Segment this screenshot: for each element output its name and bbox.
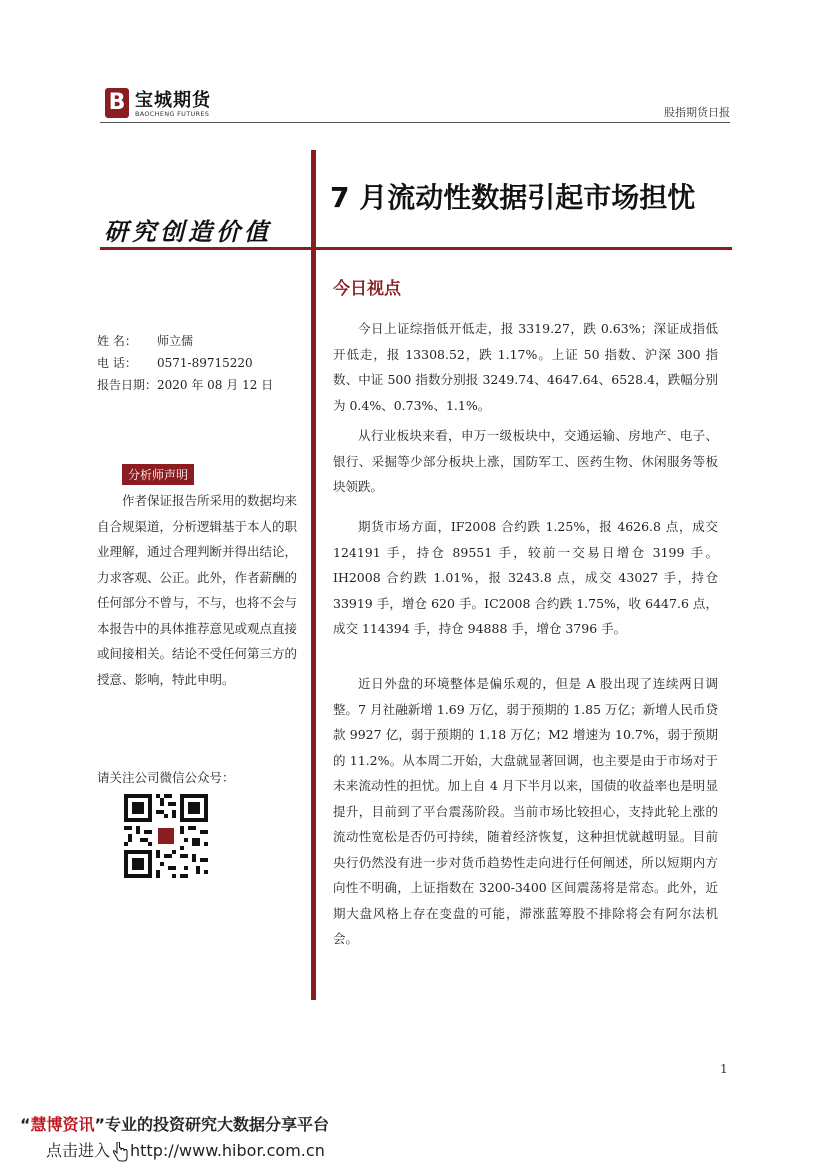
footer-banner xyxy=(20,1112,329,1135)
author-name-label: 姓 名： xyxy=(97,334,137,348)
logo-b-icon: B xyxy=(105,88,129,118)
paragraph-market-summary: 今日上证综指低开低走，报 3319.27，跌 0.63%；深证成指低开低走，报 13308.52，跌 1.17%。上证 50 指数、沪深 300 指数、中证 500 指数分别报 3249.74、4647.64、6528.4，跌幅分别为 0.4%、0.73%、1.1%。 xyxy=(333,321,718,413)
page-title: 7 月流动性数据引起市场担忧 xyxy=(330,181,696,214)
wechat-prompt: 请关注公司微信公众号： xyxy=(97,770,235,785)
section-heading-today-view: 今日视点 xyxy=(333,279,401,299)
author-phone-label: 电 话： xyxy=(97,356,137,370)
title-divider xyxy=(100,247,732,250)
company-logo xyxy=(105,88,245,122)
footer-quote-open: “ xyxy=(20,1115,31,1134)
slogan: 研究创造价值 xyxy=(104,217,272,246)
footer-quote-close: ” xyxy=(94,1115,106,1134)
author-info xyxy=(97,330,297,396)
analyst-statement-text: 作者保证报告所采用的数据均来自合规渠道，分析逻辑基于本人的职业理解，通过合理判断并得出结论，力求客观、公正。此外，作者薪酬的任何部分不曾与，不与，也将不会与本报告中的具体推荐意见或观点直接或间接相关。结论不受任何第三方的授意、影响，特此申明。 xyxy=(97,493,298,687)
paragraph-market-outlook: 近日外盘的环境整体是偏乐观的，但是 A 股出现了连续两日调整。7 月社融新增 1.69 万亿，弱于预期的 1.85 万亿；新增人民币贷款 9927 亿，弱于预期的 1.18 万亿；M2 增速为 10.7%，弱于预期的 11.2%。从本周二开始，大盘就显著回调，也主要是由于市场对于未来流动性的担忧。加上自 4 月下半月以来，国债的收益率也是明显提升，目前到了平台震荡阶段。当前市场比较担心，支持此轮上涨的流动性宽松是否仍可持续，随着经济恢复，这种担忧就越明显。目前央行仍然没有进一步对货币趋势性走向进行任何阐述，所以短期内方向性不明确，上证指数在 3200-3400 区间震荡将是常态。此外，近期大盘风格上存在变盘的可能，滞涨蓝筹股不排除将会有阿尔法机会。 xyxy=(333,676,718,946)
footer-click-label: 点击进入 xyxy=(46,1141,111,1160)
author-phone-row xyxy=(97,352,297,374)
footer-tagline: 专业的投资研究大数据分享平台 xyxy=(105,1115,330,1134)
page-number: 1 xyxy=(720,1062,728,1076)
author-phone: 0571-89715220 xyxy=(157,356,253,370)
author-name: 师立儒 xyxy=(157,334,194,348)
wechat-qr-code-icon xyxy=(124,794,208,878)
report-date: 2020 年 08 月 12 日 xyxy=(157,378,274,392)
report-date-row xyxy=(97,374,297,396)
logo-english-name: BAOCHENG FUTURES xyxy=(135,110,210,118)
report-date-label: 报告日期： xyxy=(97,378,158,392)
paragraph-futures-market: 期货市场方面，IF2008 合约跌 1.25%，报 4626.8 点，成交 124191 手，持仓 89551 手，较前一交易日增仓 3199 手。IH2008 合约跌 1.01%，报 3243.8 点，成交 43027 手，持仓 33919 手，增仓 620 手。IC2008 合约跌 1.75%，收 6447.6 点，成交 114394 手，持仓 94888 手，增仓 3796 手。 xyxy=(333,519,718,636)
footer-url-link[interactable]: http://www.hibor.com.cn xyxy=(130,1141,325,1160)
footer-brand: 慧博资讯 xyxy=(30,1115,95,1134)
logo-chinese-name: 宝城期货 xyxy=(135,90,211,111)
author-name-row xyxy=(97,330,297,352)
footer-link-row[interactable] xyxy=(46,1138,325,1162)
header-divider xyxy=(100,122,730,123)
hand-cursor-icon xyxy=(112,1142,128,1162)
report-type: 股指期货日报 xyxy=(664,106,730,119)
analyst-statement-heading: 分析师声明 xyxy=(122,464,194,485)
paragraph-sector-performance: 从行业板块来看，申万一级板块中，交通运输、房地产、电子、银行、采掘等少部分板块上涨，国防军工、医药生物、休闲服务等板块领跌。 xyxy=(333,428,718,494)
column-divider xyxy=(311,150,316,1000)
